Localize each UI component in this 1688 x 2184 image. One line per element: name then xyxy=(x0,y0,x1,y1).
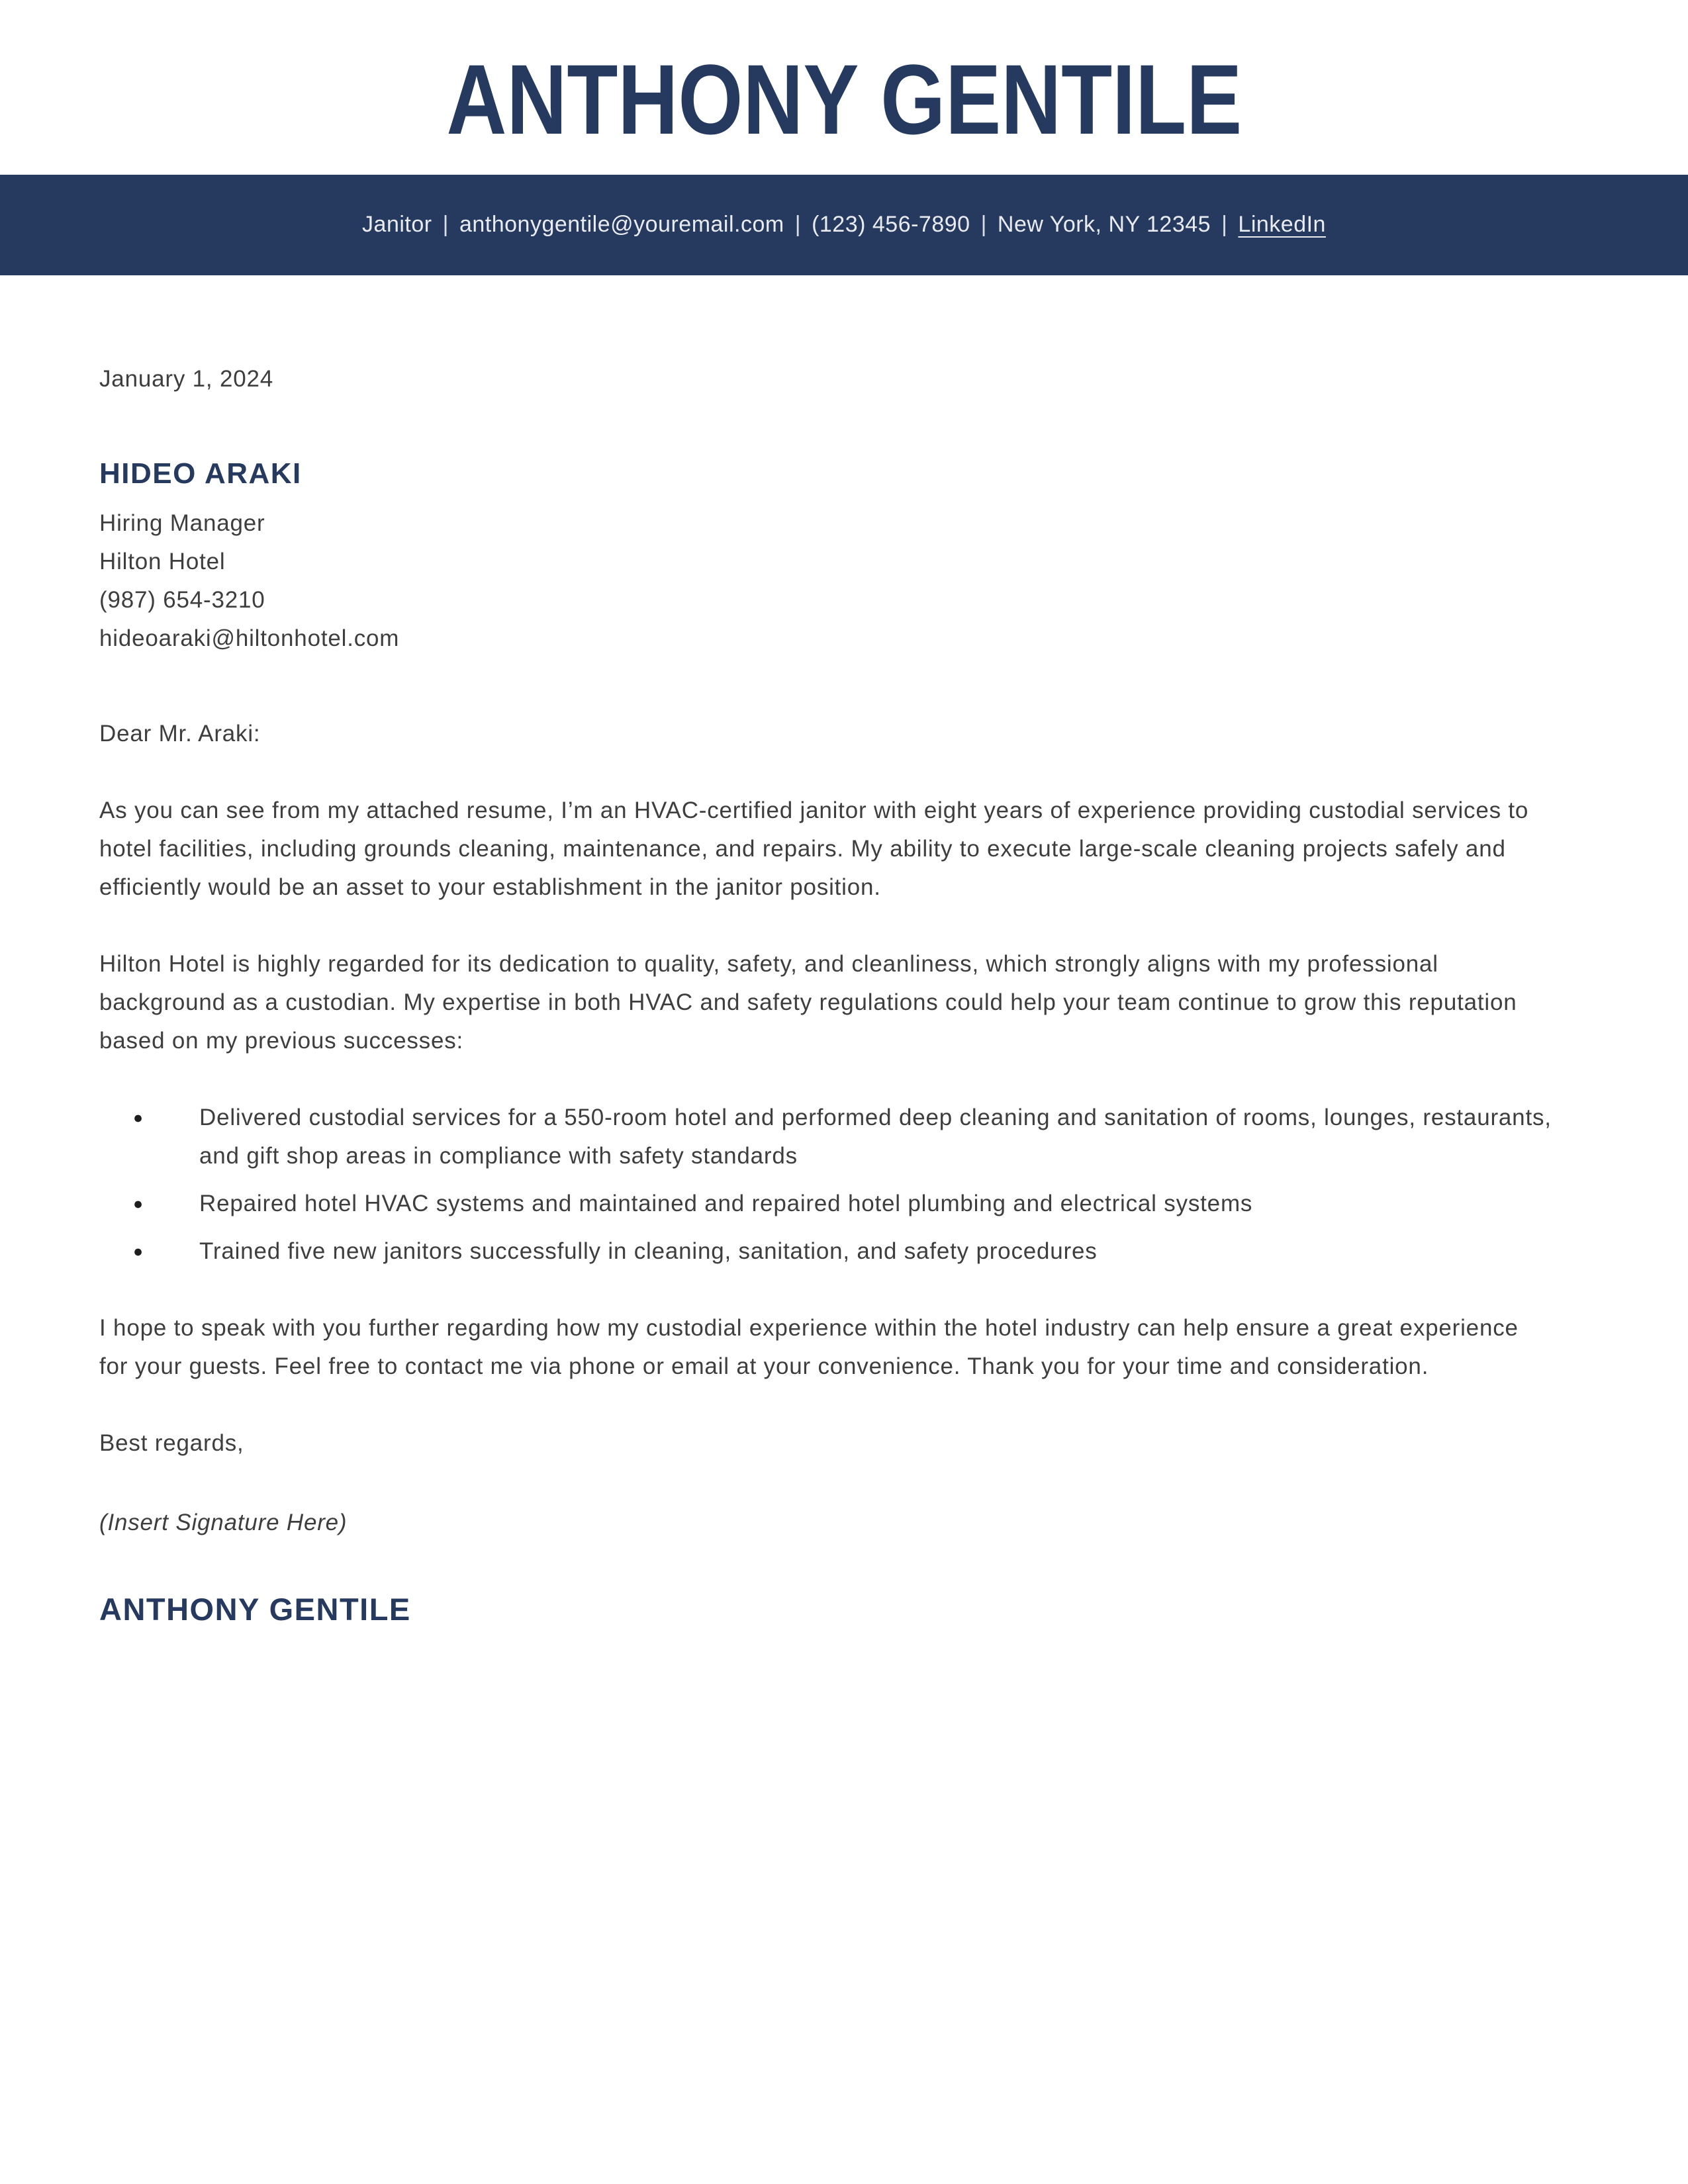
achievements-list xyxy=(99,1099,1552,1271)
bullet-text: Trained five new janitors successfully in cleaning, sanitation, and safety procedures xyxy=(199,1238,1098,1264)
separator: | xyxy=(442,212,449,237)
separator: | xyxy=(980,212,987,237)
email-text: anthonygentile@youremail.com xyxy=(459,212,784,237)
separator: | xyxy=(1221,212,1228,237)
paragraph-company-fit: Hilton Hotel is highly regarded for its dedication to quality, safety, and cleanliness, which strongly aligns with my professional background as a custodian. My expertise in both HVAC and safety regulations could help your team continue to grow this reputation based on my previous successes: xyxy=(99,950,1517,1054)
separator: | xyxy=(794,212,802,237)
candidate-name-title: ANTHONY GENTILE xyxy=(446,44,1242,155)
bullet-icon: ● xyxy=(133,1108,144,1127)
letter-header xyxy=(0,0,1688,155)
recipient-phone: (987) 654-3210 xyxy=(99,586,265,613)
letter-date: January 1, 2024 xyxy=(99,365,274,392)
linkedin-link[interactable]: LinkedIn xyxy=(1238,212,1326,237)
bullet-icon: ● xyxy=(133,1194,144,1213)
signature-placeholder: (Insert Signature Here) xyxy=(99,1509,348,1535)
list-item xyxy=(99,1232,1552,1271)
phone-text: (123) 456-7890 xyxy=(812,212,970,237)
location-text: New York, NY 12345 xyxy=(997,212,1211,237)
signature-name: ANTHONY GENTILE xyxy=(99,1591,411,1627)
paragraph-intro: As you can see from my attached resume, I’m an HVAC-certified janitor with eight years of experience providing custodial services to hotel facilities, including grounds cleaning, maintenance, and repairs. My ability to execute large-scale cleaning projects safely and efficiently would be an asset to your establishment in the janitor position. xyxy=(99,797,1529,900)
bullet-icon: ● xyxy=(133,1242,144,1261)
list-item xyxy=(99,1099,1552,1175)
job-title: Janitor xyxy=(362,212,432,237)
letter-body xyxy=(0,360,1688,1625)
bullet-text: Repaired hotel HVAC systems and maintained and repaired hotel plumbing and electrical systems xyxy=(199,1190,1253,1216)
recipient-email: hideoaraki@hiltonhotel.com xyxy=(99,625,400,651)
recipient-name: HIDEO ARAKI xyxy=(99,457,302,490)
recipient-title: Hiring Manager xyxy=(99,510,265,536)
contact-banner xyxy=(0,175,1688,275)
contact-line xyxy=(362,212,1326,238)
signoff: Best regards, xyxy=(99,1430,244,1456)
recipient-block xyxy=(99,504,1552,658)
bullet-text: Delivered custodial services for a 550-room hotel and performed deep cleaning and sanitation of rooms, lounges, restaurants, and gift shop areas in compliance with safety standards xyxy=(199,1104,1552,1169)
recipient-company: Hilton Hotel xyxy=(99,548,226,574)
list-item xyxy=(99,1185,1552,1223)
paragraph-closing: I hope to speak with you further regarding how my custodial experience within the hotel industry can help ensure a great experience for your guests. Feel free to contact me via phone or email at your convenience. Thank you for your time and consideration. xyxy=(99,1314,1519,1379)
salutation: Dear Mr. Araki: xyxy=(99,720,261,747)
